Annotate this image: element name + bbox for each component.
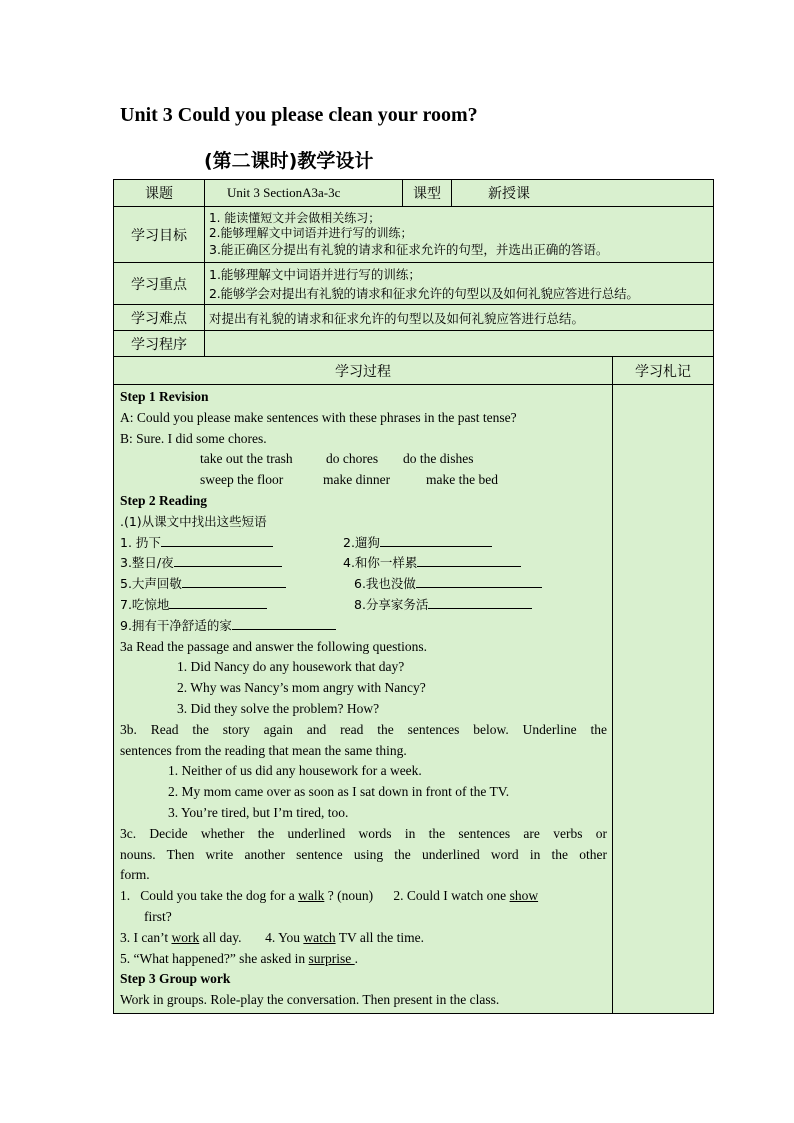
phrase-prompt: 9.拥有干净舒适的家: [120, 617, 232, 633]
phrase-prompt: 2.遛狗: [343, 534, 380, 550]
question-3c-line: nouns. Then write another sentence using the underlined word in the other: [120, 846, 607, 862]
question-3a: 3a Read the passage and answer the following questions.: [120, 638, 428, 654]
phrase-blank-row: [120, 553, 607, 574]
underlined-word: surprise: [308, 950, 355, 966]
procedure-value: [205, 331, 714, 357]
question-3b-item: 2. My mom came over as soon as I sat down in front of the TV.: [168, 784, 510, 800]
answer-blank[interactable]: [174, 553, 282, 567]
phrase-row: [120, 449, 607, 470]
phrase-prompt: 4.和你一样累: [343, 555, 418, 571]
process-header: 学习过程: [114, 357, 613, 385]
topic-value: Unit 3 SectionA3a-3c: [205, 180, 403, 207]
phrase: take out the trash: [200, 451, 293, 467]
phrase: sweep the floor: [200, 472, 284, 488]
phrase: do chores: [326, 451, 379, 467]
lesson-plan-table: [113, 179, 714, 1014]
question-3c-line: 3c. Decide whether the underlined words in the sentences are verbs or: [120, 825, 607, 841]
question-3b-line: 3b. Read the story again and read the sentences below. Underline the: [120, 721, 607, 737]
objective-item: 3.能正确区分提出有礼貌的请求和征求允许的句型，并选出正确的答语。: [209, 241, 609, 257]
procedure-row: [114, 331, 714, 357]
objectives-label: 学习目标: [114, 207, 205, 263]
process-header-row: [114, 357, 714, 385]
phrase-prompt: 5.大声回敬: [120, 576, 182, 592]
answer-blank[interactable]: [161, 533, 273, 547]
step1-answer: B: Sure. I did some chores.: [120, 430, 267, 446]
phrase-prompt: 8.分享家务活: [354, 596, 429, 612]
objective-item: 2.能够理解文中词语并进行写的训练；: [209, 225, 413, 240]
focus-cell: [205, 263, 714, 305]
underlined-word: work: [171, 929, 200, 945]
question-3c-line: form.: [120, 867, 150, 883]
step3-title: Step 3 Group work: [120, 971, 231, 987]
question-3c-item-5: 5. “What happened?” she asked in surprise .: [120, 950, 359, 966]
notes-header: 学习札记: [613, 357, 714, 385]
answer-blank[interactable]: [232, 616, 336, 630]
step3-text: Work in groups. Role-play the conversation. Then present in the class.: [120, 992, 500, 1008]
question-3a-item: 2. Why was Nancy’s mom angry with Nancy?: [177, 680, 426, 696]
phrase-row: [120, 470, 607, 491]
underlined-word: show: [509, 888, 539, 904]
objectives-row: [114, 207, 714, 263]
phrase-prompt: 7.吃惊地: [120, 596, 170, 612]
phrase-blank-row: [120, 574, 607, 595]
phrase: do the dishes: [403, 451, 474, 467]
difficulty-row: [114, 305, 714, 331]
phrase-blank-row: [120, 533, 607, 554]
answer-blank[interactable]: [380, 533, 492, 547]
phrase-prompt: 1. 扔下: [120, 534, 161, 550]
document-subtitle: (第二课时)教学设计: [204, 150, 374, 172]
answer-blank[interactable]: [416, 574, 542, 588]
question-3b-line: sentences from the reading that mean the same thing.: [120, 742, 407, 758]
process-row: [114, 385, 714, 1014]
focus-item: 2.能够学会对提出有礼貌的请求和征求允许的句型以及如何礼貌应答进行总结。: [209, 285, 639, 301]
step1-question: A: Could you please make sentences with these phrases in the past tense?: [120, 409, 517, 425]
topic-row: [114, 180, 714, 207]
answer-blank[interactable]: [428, 595, 532, 609]
notes-column: [613, 385, 714, 1014]
phrase-blank-row: [120, 595, 607, 616]
objective-item: 1. 能读懂短文并会做相关练习；: [209, 210, 381, 225]
underlined-word: watch: [303, 929, 336, 945]
phrase-prompt: 6.我也没做: [354, 576, 416, 592]
difficulty-label: 学习难点: [114, 305, 205, 331]
answer-blank[interactable]: [169, 595, 267, 609]
step1-title: Step 1 Revision: [120, 389, 209, 404]
process-content: [114, 385, 613, 1014]
question-3c-item-1-2: 1. Could you take the dog for a walk ? (noun) 2. Could I watch one show: [120, 888, 539, 904]
question-3b-item: 1. Neither of us did any housework for a week.: [168, 763, 422, 779]
type-label: 课型: [403, 180, 452, 207]
question-3a-item: 1. Did Nancy do any housework that day?: [177, 659, 405, 675]
objectives-cell: [205, 207, 714, 263]
underlined-word: walk: [298, 888, 325, 904]
focus-row: [114, 263, 714, 305]
step2-subtitle: .(1)从课文中找出这些短语: [120, 513, 267, 529]
procedure-label: 学习程序: [114, 331, 205, 357]
answer-blank[interactable]: [417, 553, 521, 567]
question-3a-item: 3. Did they solve the problem? How?: [177, 700, 380, 716]
type-value: 新授课: [452, 180, 714, 207]
question-3c-item-3-4: 3. I can’t work all day. 4. You watch TV all the time.: [120, 929, 424, 945]
difficulty-value: 对提出有礼貌的请求和征求允许的句型以及如何礼貌应答进行总结。: [205, 305, 714, 331]
focus-item: 1.能够理解文中词语并进行写的训练；: [209, 266, 421, 282]
answer-blank[interactable]: [182, 574, 286, 588]
phrase: make dinner: [323, 472, 391, 488]
document-title: Unit 3 Could you please clean your room?: [120, 104, 478, 126]
question-3b-item: 3. You’re tired, but I’m tired, too.: [168, 804, 349, 820]
step2-title: Step 2 Reading: [120, 492, 208, 508]
question-3c-item-2-cont: first?: [144, 908, 172, 924]
phrase-blank-row: [120, 616, 607, 637]
focus-label: 学习重点: [114, 263, 205, 305]
phrase: make the bed: [426, 472, 498, 488]
phrase-prompt: 3.整日/夜: [120, 555, 174, 571]
topic-label: 课题: [114, 180, 205, 207]
